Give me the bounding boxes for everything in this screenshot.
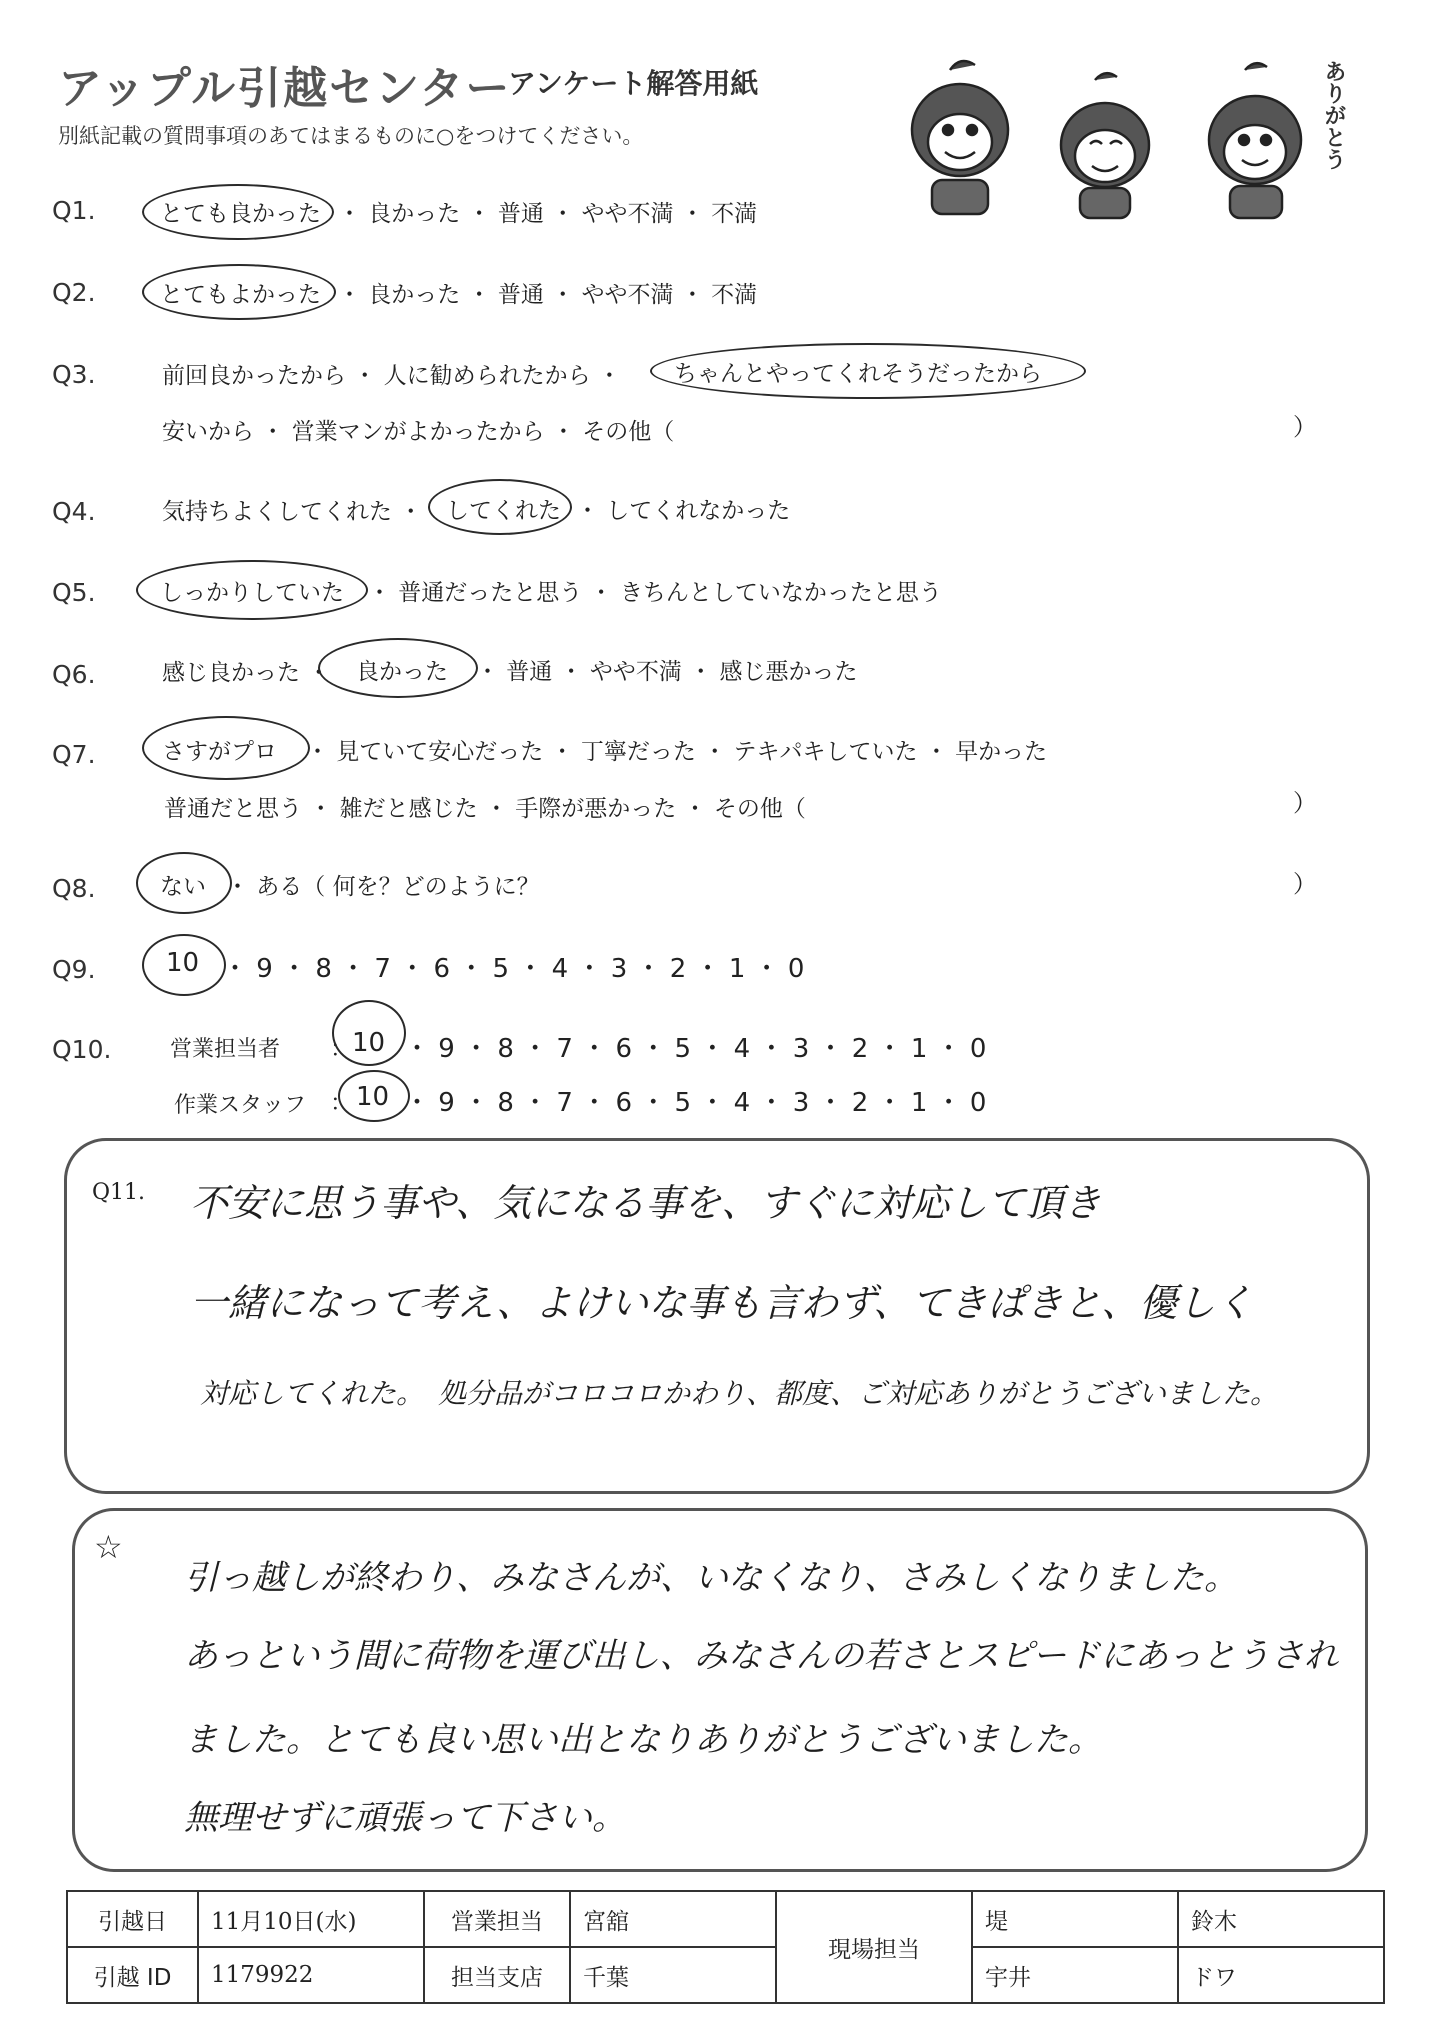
instruction-text: 別紙記載の質問事項のあてはまるものに○をつけてください。 — [58, 124, 644, 148]
free-comment-line: あっという間に荷物を運び出し、みなさんの若さとスピードにあっとうされ — [184, 1636, 1338, 1676]
q9-label: Q9. — [52, 955, 96, 984]
branch-label: 担当支店 — [424, 1947, 570, 2003]
q4-option-c[interactable]: ・ してくれなかった — [576, 498, 791, 524]
q3-options-line1[interactable]: 前回良かったから ・ 人に勧められたから ・ — [162, 363, 621, 389]
q3-options-line2[interactable]: 安いから ・ 営業マンがよかったから ・ その他（ — [162, 419, 675, 445]
q7-selected-option[interactable]: さすがプロ — [162, 739, 277, 765]
form-subtitle: アンケート解答用紙 — [508, 67, 759, 100]
monkey-icon-2 — [1061, 73, 1149, 218]
monkey-icon-3 — [1209, 63, 1301, 218]
monkey-icon-1 — [912, 61, 1008, 214]
site-staff-1: 堤 — [972, 1891, 1178, 1947]
q7-label: Q7. — [52, 740, 96, 769]
q7-options-line2[interactable]: 普通だと思う ・ 雑だと感じた ・ 手際が悪かった ・ その他（ — [164, 796, 806, 822]
site-label: 現場担当 — [776, 1891, 972, 2003]
q5-selected-option[interactable]: しっかりしていた — [160, 580, 344, 606]
q4-label: Q4. — [52, 497, 96, 526]
thanks-text: ありがとう — [1321, 60, 1346, 170]
branch-value: 千葉 — [570, 1947, 776, 2003]
q1-selected-option[interactable]: とても良かった — [160, 201, 321, 227]
sales-value: 宮舘 — [570, 1891, 776, 1947]
move-date-label: 引越日 — [67, 1891, 198, 1947]
site-staff-3: 宇井 — [972, 1947, 1178, 2003]
q6-selected-option[interactable]: 良かった — [356, 659, 448, 685]
q10-sales-scores[interactable]: ・ 9 ・ 8 ・ 7 ・ 6 ・ 5 ・ 4 ・ 3 ・ 2 ・ 1 ・ 0 — [404, 1034, 987, 1064]
q5-label: Q5. — [52, 578, 96, 607]
q6-label: Q6. — [52, 660, 96, 689]
q10-sales-label: 営業担当者 — [170, 1037, 281, 1062]
free-comment-line: 引っ越しが終わり、みなさんが、いなくなり、さみしくなりました。 — [184, 1558, 1238, 1598]
info-table — [66, 1890, 1385, 2004]
q9-selected-score[interactable]: 10 — [166, 948, 200, 978]
q10-sales-selected[interactable]: 10 — [352, 1028, 386, 1058]
q4-option-a[interactable]: 気持ちよくしてくれた ・ — [162, 499, 423, 525]
q8-label: Q8. — [52, 874, 96, 903]
q10-colon: ： — [330, 1090, 353, 1116]
move-id-label: 引越 ID — [67, 1947, 198, 2003]
company-title: アップル引越センター — [58, 63, 512, 114]
close-paren: ） — [1293, 789, 1317, 817]
site-staff-2: 鈴木 — [1178, 1891, 1384, 1947]
q7-other-options[interactable]: ・ 見ていて安心だった ・ 丁寧だった ・ テキパキしていた ・ 早かった — [306, 739, 1048, 765]
mascot-illustration — [890, 50, 1350, 230]
q6-other-options[interactable]: ・ 普通 ・ やや不満 ・ 感じ悪かった — [476, 659, 858, 685]
move-date-value: 11月10日(水) — [198, 1891, 424, 1947]
q5-other-options[interactable]: ・ 普通だったと思う ・ きちんとしていなかったと思う — [368, 580, 942, 606]
star-icon: ☆ — [94, 1528, 123, 1566]
q4-selected-option[interactable]: してくれた — [446, 498, 561, 524]
q2-other-options[interactable]: ・ 良かった ・ 普通 ・ やや不満 ・ 不満 — [338, 282, 758, 308]
q2-label: Q2. — [52, 278, 96, 307]
q3-label: Q3. — [52, 360, 96, 389]
q10-staff-selected[interactable]: 10 — [356, 1082, 390, 1112]
q11-label: Q11. — [92, 1180, 146, 1205]
q9-other-scores[interactable]: ・ 9 ・ 8 ・ 7 ・ 6 ・ 5 ・ 4 ・ 3 ・ 2 ・ 1 ・ 0 — [222, 954, 805, 984]
q1-label: Q1. — [52, 196, 96, 225]
q10-staff-label: 作業スタッフ — [174, 1093, 307, 1118]
free-comment-line: ました。とても良い思い出となりありがとうございました。 — [184, 1720, 1102, 1760]
close-paren: ） — [1293, 413, 1317, 441]
q1-other-options[interactable]: ・ 良かった ・ 普通 ・ やや不満 ・ 不満 — [338, 201, 758, 227]
q11-comment-line: 不安に思う事や、気になる事を、すぐに対応して頂き — [190, 1181, 1102, 1225]
site-staff-4: ドワ — [1178, 1947, 1384, 2003]
close-paren: ） — [1293, 870, 1317, 898]
q10-colon: ： — [330, 1036, 353, 1062]
q10-staff-scores[interactable]: ・ 9 ・ 8 ・ 7 ・ 6 ・ 5 ・ 4 ・ 3 ・ 2 ・ 1 ・ 0 — [404, 1088, 987, 1118]
q8-selected-option[interactable]: ない — [160, 874, 206, 900]
q11-comment-line: 対応してくれた。 処分品がコロコロかわり、都度、ご対応ありがとうございました。 — [200, 1377, 1279, 1410]
q10-label: Q10. — [52, 1035, 112, 1064]
move-id-value: 1179922 — [198, 1947, 424, 2003]
q11-comment-line: 一緒になって考え、よけいな事も言わず、てきぱきと、優しく — [190, 1281, 1254, 1325]
free-comment-line: 無理せずに頑張って下さい。 — [184, 1798, 626, 1838]
q8-other-option[interactable]: ・ ある（ 何を？どのように？ — [226, 874, 540, 900]
q3-selected-option[interactable]: ちゃんとやってくれそうだったから — [674, 361, 1042, 387]
q6-option-a[interactable]: 感じ良かった ・ — [162, 660, 331, 686]
sales-label: 営業担当 — [424, 1891, 570, 1947]
q2-selected-option[interactable]: とてもよかった — [160, 282, 321, 308]
